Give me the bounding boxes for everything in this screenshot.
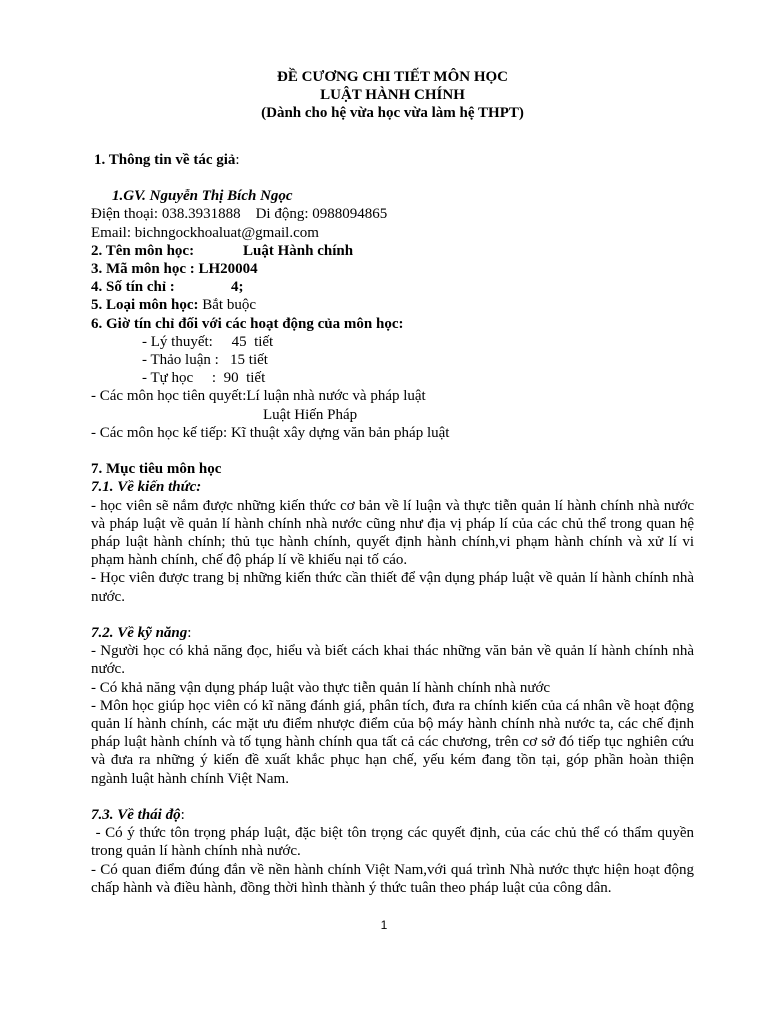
skills-paragraph-3: - Môn học giúp học viên có kĩ năng đánh giá, phân tích, đưa ra chính kiến của cá nhân về hoạt động quản lí hành chính, các mặt ưu điểm nhược điểm của bộ máy hành chính nhà nước ta, các chế định pháp luật hành chính và tố tụng hành chính qua tất cả các chương, trên cơ sở đó tiếp tục nghiên cứu và đưa ra những ý kiến đề xuất khắc phục hạn chế, yếu kém đang tồn tại, góp phần hoàn thiện ngành luật hành chính Việt Nam. — [91, 697, 694, 787]
skills-paragraph-1: - Người học có khả năng đọc, hiểu và biết cách khai thác những văn bản về quản lí hành chính nhà nước. — [91, 643, 694, 678]
author-email: Email: bichngockhoaluat@gmail.com — [91, 224, 319, 241]
hours-theory: - Lý thuyết: 45 tiết — [142, 333, 274, 350]
section-3: 3. Mã môn học : LH20004 — [91, 261, 258, 277]
hours-selfstudy: - Tự học : 90 tiết — [142, 370, 266, 387]
section-6-heading: 6. Giờ tín chỉ đối với các hoạt động của môn học: — [91, 315, 404, 332]
attitude-paragraph-2: - Có quan điểm đúng đắn về nền hành chính Việt Nam,với quá trình Nhà nước thực hiện hoạt động chấp hành và điều hành, đồng thời hình thành ý thức tuân theo pháp luật của công dân. — [91, 861, 694, 896]
doc-title-line1: ĐỀ CƯƠNG CHI TIẾT MÔN HỌC — [277, 69, 508, 85]
knowledge-paragraph-2: - Học viên được trang bị những kiến thức cần thiết để vận dụng pháp luật về quản lí hành chính nhà nước. — [91, 570, 694, 605]
section-1-heading-text: 1. Thông tin về tác giả — [94, 151, 236, 168]
prerequisite-courses-2: Luật Hiến Pháp — [263, 406, 358, 423]
page-number: 1 — [380, 918, 388, 932]
section-5: 5. Loại môn học: Bắt buộc — [91, 297, 257, 314]
skills-heading: 7.2. Về kỹ năng: — [91, 625, 192, 642]
doc-title-line2: LUẬT HÀNH CHÍNH — [320, 87, 465, 104]
prerequisite-courses: - Các môn học tiên quyết:Lí luận nhà nước và pháp luật — [91, 388, 426, 405]
doc-title-line3: (Dành cho hệ vừa học vừa làm hệ THPT) — [261, 105, 524, 122]
section-2: 2. Tên môn học: Luật Hành chính — [91, 242, 354, 259]
section-4: 4. Số tín chỉ : 4; — [91, 279, 244, 296]
section-1-heading: 1. Thông tin về tác giả: — [94, 151, 240, 168]
knowledge-paragraph-1: - học viên sẽ nắm được những kiến thức cơ bản về lí luận và thực tiễn quản lí hành chính nhà nước và pháp luật về quản lí hành chính nhà nước cũng như địa vị pháp lí của các chủ thể trong quan hệ pháp luật hành chính; thủ tục hành chính, quyết định hành chính,vi phạm hành chính và xử lí vi phạm hành chính, chế độ pháp lí về khiếu nại tố cáo. — [91, 497, 694, 569]
section-7-heading: 7. Mục tiêu môn học — [91, 461, 222, 478]
skills-paragraph-2: - Có khả năng vận dụng pháp luật vào thực tiễn quản lí hành chính nhà nước — [91, 679, 551, 696]
knowledge-heading: 7.1. Về kiến thức: — [91, 479, 202, 496]
attitude-heading: 7.3. Về thái độ: — [91, 807, 185, 824]
document-body — [91, 68, 698, 897]
hours-discussion: - Thảo luận : 15 tiết — [142, 352, 268, 369]
attitude-paragraph-1: - Có ý thức tôn trọng pháp luật, đặc biệt tôn trọng các quyết định, của các chủ thể có thẩm quyền trong quản lí hành chính nhà nước. — [91, 825, 698, 860]
author-name: 1.GV. Nguyễn Thị Bích Ngọc — [112, 188, 293, 205]
author-phone: Điện thoại: 038.3931888 Di động: 0988094865 — [91, 206, 388, 223]
next-courses: - Các môn học kế tiếp: Kĩ thuật xây dựng văn bản pháp luật — [91, 424, 450, 441]
